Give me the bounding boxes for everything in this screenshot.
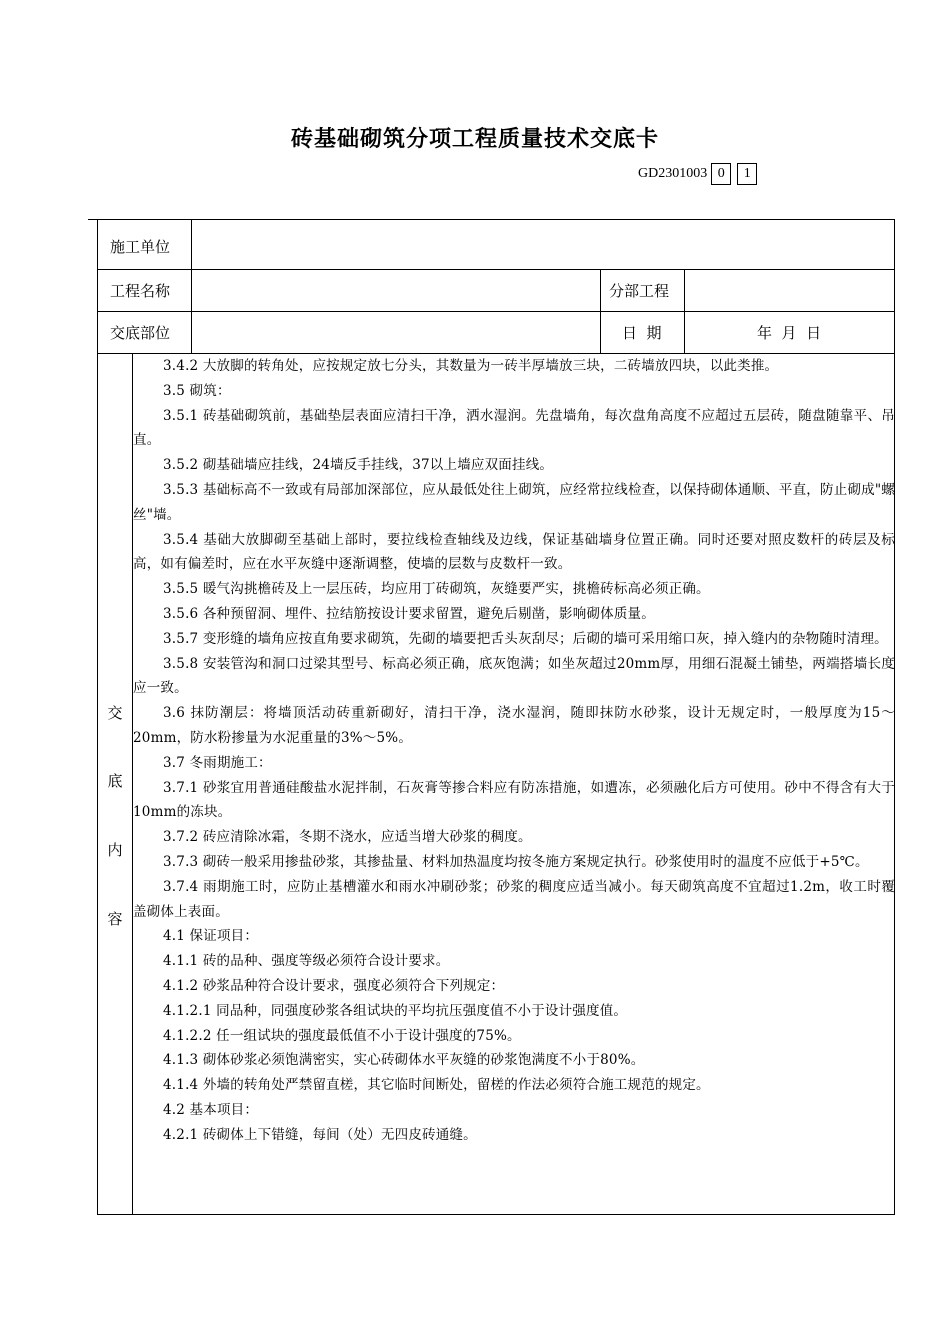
side-label-char-4: 容: [107, 910, 123, 928]
paragraph: 4.1 保证项目：: [163, 928, 259, 945]
subproject-label: 分部工程: [609, 282, 670, 300]
side-label-char-3: 内: [107, 841, 123, 859]
paragraph: 4.2 基本项目：: [163, 1101, 259, 1118]
document-title: 砖基础砌筑分项工程质量技术交底卡: [290, 127, 659, 152]
paragraph: 3.5.5 暖气沟挑檐砖及上一层压砖，均应用丁砖砌筑，灰缝要严实，挑檐砖标高必须正确。: [163, 581, 710, 598]
paragraph: 3.5.3 基础标高不一致或有局部加深部位，应从最低处往上砌筑，应经常拉线检查，以保持砌体通顺、平直，防止砌成"螺丝"墙。: [133, 481, 895, 523]
code-box-1: 0: [711, 163, 731, 185]
paragraph: 3.5.1 砖基础砌筑前，基础垫层表面应清扫干净，洒水湿润。先盘墙角，每次盘角高度不应超过五层砖，随盘随靠平、吊直。: [133, 407, 895, 449]
paragraph: 3.7.1 砂浆宜用普通硅酸盐水泥拌制，石灰膏等掺合料应有防冻措施，如遭冻，必须融化后方可使用。砂中不得含有大于10mm的冻块。: [133, 779, 895, 821]
paragraph: 3.5.6 各种预留洞、埋件、拉结筋按设计要求留置，避免后剔凿，影响砌体质量。: [163, 605, 655, 622]
disclosure-content: [133, 354, 895, 1148]
paragraph: 3.5.4 基础大放脚砌至基础上部时，要拉线检查轴线及边线，保证基础墙身位置正确。同时还要对照皮数杆的砖层及标高，如有偏差时，应在水平灰缝中逐渐调整，使墙的层数与皮数杆一致。: [133, 531, 895, 573]
paragraph: 3.6 抹防潮层：将墙顶活动砖重新砌好，清扫干净，浇水湿润，随即抹防水砂浆，设计无规定时，一般厚度为15～20mm，防水粉掺量为水泥重量的3%～5%。: [133, 705, 895, 746]
paragraph: 3.5.2 砌基础墙应挂线，24墙反手挂线，37以上墙应双面挂线。: [163, 457, 554, 474]
paragraph: 4.1.1 砖的品种、强度等级必须符合设计要求。: [163, 953, 450, 970]
paragraph: 3.5.7 变形缝的墙角应按直角要求砌筑，先砌的墙要把舌头灰刮尽；后砌的墙可采用缩口灰，掉入缝内的杂物随时清理。: [163, 630, 888, 647]
paragraph: 3.7.2 砖应清除冰霜，冬期不浇水，应适当增大砂浆的稠度。: [163, 829, 532, 846]
date-label: 日 期: [622, 324, 662, 342]
project-label: 工程名称: [110, 282, 171, 300]
paragraph: 3.7 冬雨期施工：: [163, 754, 272, 771]
document-code-line: [638, 163, 757, 185]
paragraph: 4.1.2 砂浆品种符合设计要求，强度必须符合下列规定：: [163, 977, 505, 994]
row-divider-2: [97, 311, 895, 312]
label-column-divider: [191, 219, 192, 353]
side-label-char-1: 交: [107, 704, 123, 722]
paragraph: 3.7.4 雨期施工时，应防止基槽灌水和雨水冲刷砂浆；砂浆的稠度应适当减小。每天砌筑高度不宜超过1.2m，收工时覆盖砌体上表面。: [133, 878, 895, 920]
date-value: 年 月 日: [757, 324, 822, 342]
mid-column-divider-left: [600, 269, 601, 353]
document-code: GD2301003: [638, 166, 708, 181]
unit-label: 施工单位: [110, 238, 171, 256]
paragraph: 4.1.4 外墙的转角处严禁留直槎，其它临时间断处，留槎的作法必须符合施工规范的规定。: [163, 1077, 710, 1094]
location-label: 交底部位: [110, 324, 171, 342]
row-divider-1: [97, 269, 895, 270]
paragraph: 3.5 砌筑：: [163, 382, 231, 399]
paragraph: 4.2.1 砖砌体上下错缝，每间（处）无四皮砖通缝。: [163, 1126, 477, 1143]
mid-column-divider-right: [684, 269, 685, 353]
paragraph: 4.1.2.1 同品种，同强度砂浆各组试块的平均抗压强度值不小于设计强度值。: [163, 1002, 628, 1019]
paragraph: 3.7.3 砌砖一般采用掺盐砂浆，其掺盐量、材料加热温度均按冬施方案规定执行。砂浆使用时的温度不应低于+5℃。: [163, 853, 869, 870]
paragraph: 4.1.3 砌体砂浆必须饱满密实，实心砖砌体水平灰缝的砂浆饱满度不小于80%。: [163, 1052, 645, 1069]
side-label-char-2: 底: [107, 772, 123, 790]
paragraph: 3.4.2 大放脚的转角处，应按规定放七分头，其数量为一砖半厚墙放三块，二砖墙放四块，以此类推。: [163, 358, 779, 374]
paragraph: 3.5.8 安装管沟和洞口过梁其型号、标高必须正确，底灰饱满；如坐灰超过20mm厚，用细石混凝土铺垫，两端搭墙长度应一致。: [133, 655, 895, 697]
code-box-2: 1: [737, 163, 757, 185]
paragraph: 4.1.2.2 任一组试块的强度最低值不小于设计强度的75%。: [163, 1027, 521, 1044]
